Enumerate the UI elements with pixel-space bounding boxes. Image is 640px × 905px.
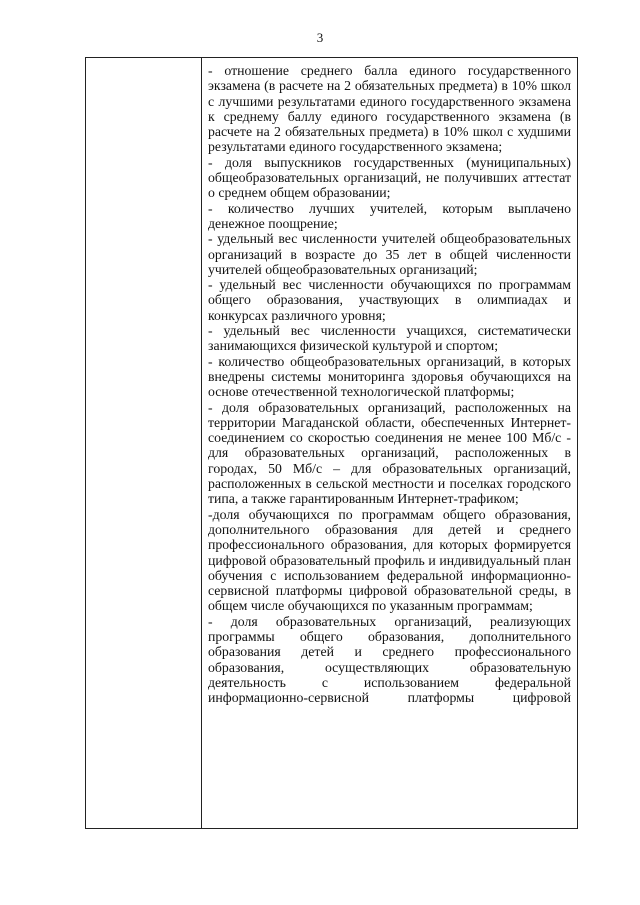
page-number: 3 xyxy=(316,30,324,45)
indicator-item: - удельный вес численности обучающихся по программам общего образования, участвующих в олимпиадах и конкурсах различного уровня; xyxy=(208,277,571,323)
indicator-item: - отношение среднего балла единого государственного экзамена (в расчете на 2 обязательных предмета) в 10% школ с лучшими результатами единого государственного экзамена к среднему баллу единого государственного экзамена (в расчете на 2 обязательных предмета) в 10% школ с худшими результатами единого государственного экзамена; xyxy=(208,63,571,155)
indicator-item: - удельный вес численности учителей общеобразовательных организаций в возрасте до 35 лет в общей численности учителей общеобразовательных организаций; xyxy=(208,231,571,277)
indicators-table xyxy=(85,57,578,829)
indicator-item: - доля образовательных организаций, реализующих программы общего образования, дополнительного образования детей и среднего профессионального образования, осуществляющих образовательную деятельность с использованием федеральной информационно-сервисной платформы цифровой xyxy=(208,613,571,706)
indicator-item: - количество лучших учителей, которым выплачено денежное поощрение; xyxy=(208,200,571,231)
table-left-cell xyxy=(86,58,202,828)
indicator-item: -доля обучающихся по программам общего образования, дополнительного образования для детей и среднего профессионального образования, для которых формируется цифровой образовательный профиль и индивидуальный план обучения с использованием федеральной информационно-сервисной платформы цифровой образовательной среды, в общем числе обучающихся по указанным программам; xyxy=(208,506,571,614)
indicator-item: - удельный вес численности учащихся, систематически занимающихся физической культурой и спортом; xyxy=(208,323,571,354)
table-right-cell xyxy=(202,58,577,828)
indicator-item: - количество общеобразовательных организаций, в которых внедрены системы мониторинга здоровья обучающихся на основе отечественной технологической платформы; xyxy=(208,353,571,400)
indicator-item: - доля выпускников государственных (муниципальных) общеобразовательных организаций, не получивших аттестат о среднем общем образовании; xyxy=(208,154,571,201)
indicator-item: - доля образовательных организаций, расположенных на территории Магаданской области, обеспеченных Интернет-соединением со скоростью соединения не менее 100 Мб/с - для образовательных организаций, расположенных в городах, 50 Мб/с – для образовательных организаций, расположенных в сельской местности и поселках городского типа, а также гарантированным Интернет-трафиком; xyxy=(208,399,571,507)
